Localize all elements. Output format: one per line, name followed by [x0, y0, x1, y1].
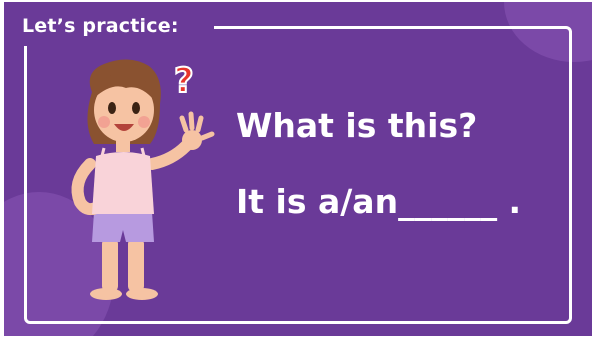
- slide-title: Let’s practice:: [22, 15, 179, 37]
- girl-illustration: [54, 52, 224, 312]
- answer-prompt-text: It is a/an______ .: [236, 182, 522, 221]
- question-text: What is this?: [236, 106, 478, 145]
- practice-slide: [4, 2, 592, 336]
- svg-text:?: ?: [174, 61, 194, 101]
- question-mark-icon: [174, 61, 194, 101]
